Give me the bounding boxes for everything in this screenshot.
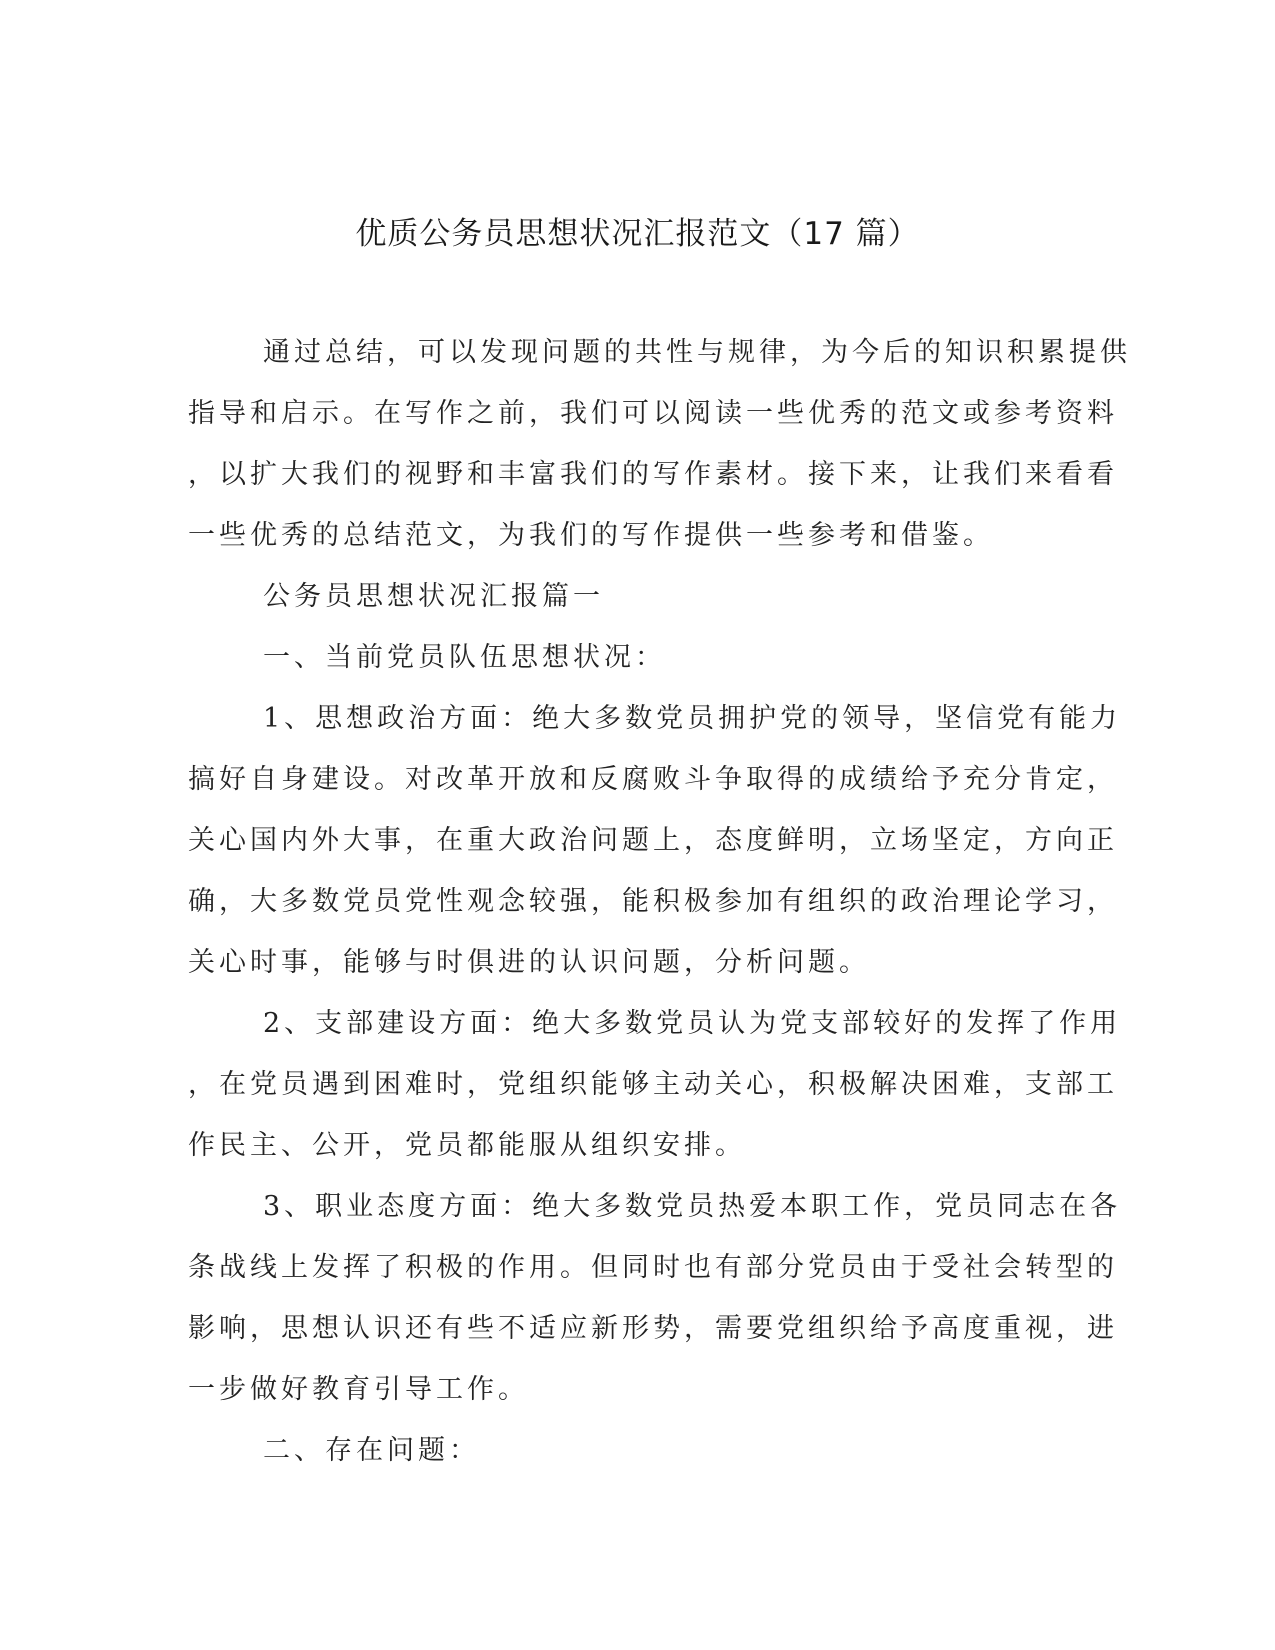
document-title: 优质公务员思想状况汇报范文（17 篇） xyxy=(355,216,920,252)
paragraph-line: 2、支部建设方面：绝大多数党员认为党支部较好的发挥了作用 xyxy=(263,1008,1122,1039)
section-heading: 二、存在问题： xyxy=(263,1435,480,1466)
paragraph-line: 关心国内外大事，在重大政治问题上，态度鲜明，立场坚定，方向正 xyxy=(188,825,1118,856)
section-heading: 一、当前党员队伍思想状况： xyxy=(263,642,666,673)
paragraph-line: 1、思想政治方面：绝大多数党员拥护党的领导，坚信党有能力 xyxy=(263,703,1122,734)
paragraph-line: 确，大多数党员党性观念较强，能积极参加有组织的政治理论学习， xyxy=(188,886,1118,917)
paragraph-line: 通过总结，可以发现问题的共性与规律，为今后的知识积累提供 xyxy=(263,337,1131,368)
paragraph-line: 作民主、公开，党员都能服从组织安排。 xyxy=(188,1130,746,1161)
paragraph-line: 一步做好教育引导工作。 xyxy=(188,1374,529,1405)
paragraph-line: ，以扩大我们的视野和丰富我们的写作素材。接下来，让我们来看看 xyxy=(188,459,1118,490)
paragraph-line: 一些优秀的总结范文，为我们的写作提供一些参考和借鉴。 xyxy=(188,520,994,551)
paragraph-line: 3、职业态度方面：绝大多数党员热爱本职工作，党员同志在各 xyxy=(263,1191,1122,1222)
paragraph-line: 条战线上发挥了积极的作用。但同时也有部分党员由于受社会转型的 xyxy=(188,1252,1118,1283)
document-body xyxy=(188,322,1131,1481)
section-heading: 公务员思想状况汇报篇一 xyxy=(263,581,604,612)
paragraph-line: 搞好自身建设。对改革开放和反腐败斗争取得的成绩给予充分肯定， xyxy=(188,764,1118,795)
paragraph-line: 指导和启示。在写作之前，我们可以阅读一些优秀的范文或参考资料 xyxy=(188,398,1118,429)
paragraph-line: 影响，思想认识还有些不适应新形势，需要党组织给予高度重视，进 xyxy=(188,1313,1118,1344)
paragraph-line: 关心时事，能够与时俱进的认识问题，分析问题。 xyxy=(188,947,870,978)
paragraph-line: ，在党员遇到困难时，党组织能够主动关心，积极解决困难，支部工 xyxy=(188,1069,1118,1100)
